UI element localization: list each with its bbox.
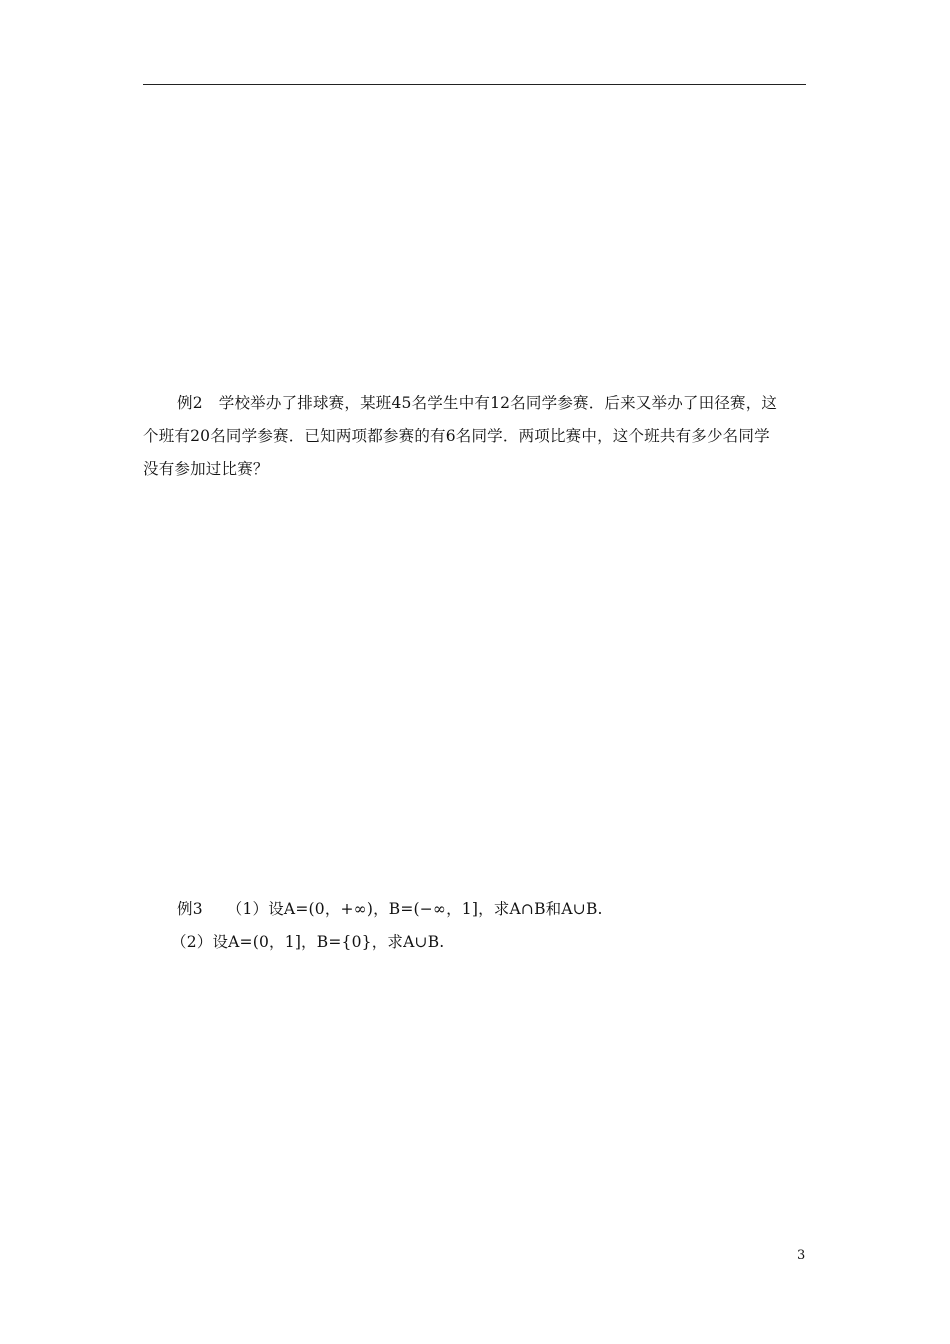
example-3-label: 例3 [177, 900, 203, 918]
example-3-part-1: （1）设A=(0，+∞)，B=(−∞，1]，求A∩B和A∪B. [226, 900, 603, 918]
example-2-label: 例2 [177, 394, 203, 412]
example-3-line-1 [177, 893, 840, 926]
example-2 [143, 387, 806, 486]
example-2-line-2: 个班有20名同学参赛．已知两项都参赛的有6名同学．两项比赛中，这个班共有多少名同学 [143, 427, 770, 445]
header-rule [143, 84, 806, 85]
example-3 [143, 893, 840, 959]
page-number: 3 [797, 1248, 806, 1263]
example-2-line-3: 没有参加过比赛？ [143, 460, 269, 478]
example-2-line-1 [143, 387, 806, 420]
example-2-text-1: 学校举办了排球赛，某班45名学生中有12名同学参赛．后来又举办了田径赛，这 [218, 394, 778, 412]
example-3-part-2: （2）设A=(0，1]，B={0}，求A∪B. [171, 933, 445, 951]
